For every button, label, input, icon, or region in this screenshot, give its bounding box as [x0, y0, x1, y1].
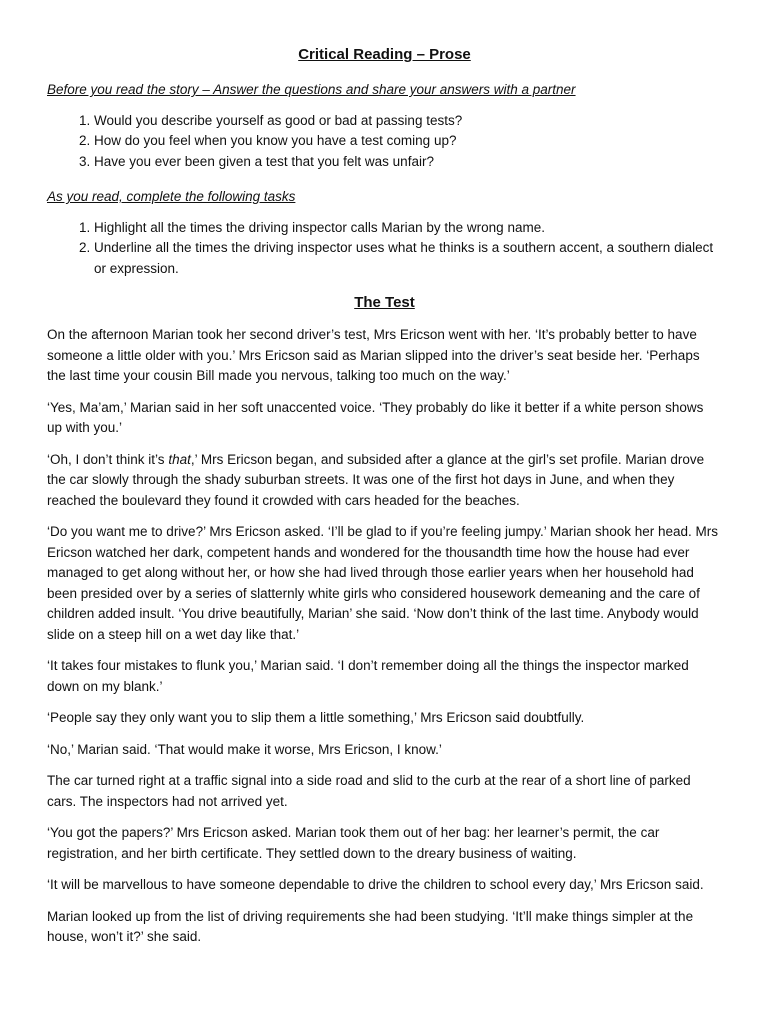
during-reading-tasks	[47, 218, 722, 280]
paragraph-text: ‘Oh, I don’t think it’s	[47, 451, 169, 467]
paragraph: ‘You got the papers?’ Mrs Ericson asked. Marian took them out of her bag: her learner’s permit, the car registration, and her birth certificate. They settled down to the dreary business of waiting.	[47, 825, 660, 861]
paragraph	[47, 450, 722, 512]
paragraph: ‘It takes four mistakes to flunk you,’ Marian said. ‘I don’t remember doing all the things the inspector marked down on my blank.’	[47, 658, 689, 694]
list-item: 2. How do you feel when you know you have a test coming up?	[94, 131, 722, 152]
list-item: 1. Highlight all the times the driving inspector calls Marian by the wrong name.	[94, 218, 722, 239]
paragraph: ‘People say they only want you to slip them a little something,’ Mrs Ericson said doubtfully.	[47, 710, 585, 725]
paragraph: On the afternoon Marian took her second driver’s test, Mrs Ericson went with her. ‘It’s probably better to have someone a little older with you.’ Mrs Ericson said as Marian slipped into the driver’s seat beside her. ‘Perhaps the last time your cousin Bill made you nervous, talking too much on the way.’	[47, 327, 700, 383]
paragraph: Marian looked up from the list of driving requirements she had been studying. ‘It’ll make things simpler at the house, won’t it?’ she said.	[47, 908, 694, 944]
list-item: 1. Would you describe yourself as good or bad at passing tests?	[94, 111, 722, 132]
paragraph: ‘Do you want me to drive?’ Mrs Ericson asked. ‘I’ll be glad to if you’re feeling jumpy.’ Marian shook her head. Mrs Ericson watched her dark, competent hands and wondered for the thousandth time how the house had ever managed to get along without her, or how she had lived through those earlier years when her household had been presided over by a series of slatternly white girls who considered housework demeaning and the care of children added insult. ‘You drive beautifully, Marian’ she said. ‘Now don’t think of the last time. Anybody would slide on a steep hill on a wet day like that.’	[47, 524, 719, 642]
paragraph: ‘Yes, Ma’am,’ Marian said in her soft unaccented voice. ‘They probably do like it better if a white person shows up with you.’	[47, 399, 704, 435]
story-text	[47, 325, 722, 948]
paragraph: The car turned right at a traffic signal into a side road and slid to the curb at the rear of a short line of parked cars. The inspectors had not arrived yet.	[47, 773, 691, 809]
during-reading-heading: As you read, complete the following tasks	[47, 189, 296, 204]
before-reading-heading: Before you read the story – Answer the questions and share your answers with a partner	[47, 82, 576, 97]
list-item: 3. Have you ever been given a test that you felt was unfair?	[94, 152, 722, 173]
page-title: Critical Reading – Prose	[298, 46, 471, 63]
before-reading-questions	[47, 111, 722, 173]
paragraph: ‘No,’ Marian said. ‘That would make it worse, Mrs Ericson, I know.’	[47, 741, 442, 757]
paragraph-text: ,’ Mrs Ericson began, and subsided after a glance at the girl’s set profile. Marian drove the car slowly through the shady suburban streets. It was one of the first hot days in June, and when they reached the boulevard they found it crowded with cars headed for the beaches.	[47, 451, 705, 508]
list-item: 2. Underline all the times the driving inspector uses what he thinks is a southern accent, a southern dialect or expression.	[94, 238, 722, 279]
emphasis-text: that	[168, 451, 191, 467]
paragraph: ‘It will be marvellous to have someone dependable to drive the children to school every day,’ Mrs Ericson said.	[47, 877, 704, 892]
story-title: The Test	[354, 294, 415, 311]
